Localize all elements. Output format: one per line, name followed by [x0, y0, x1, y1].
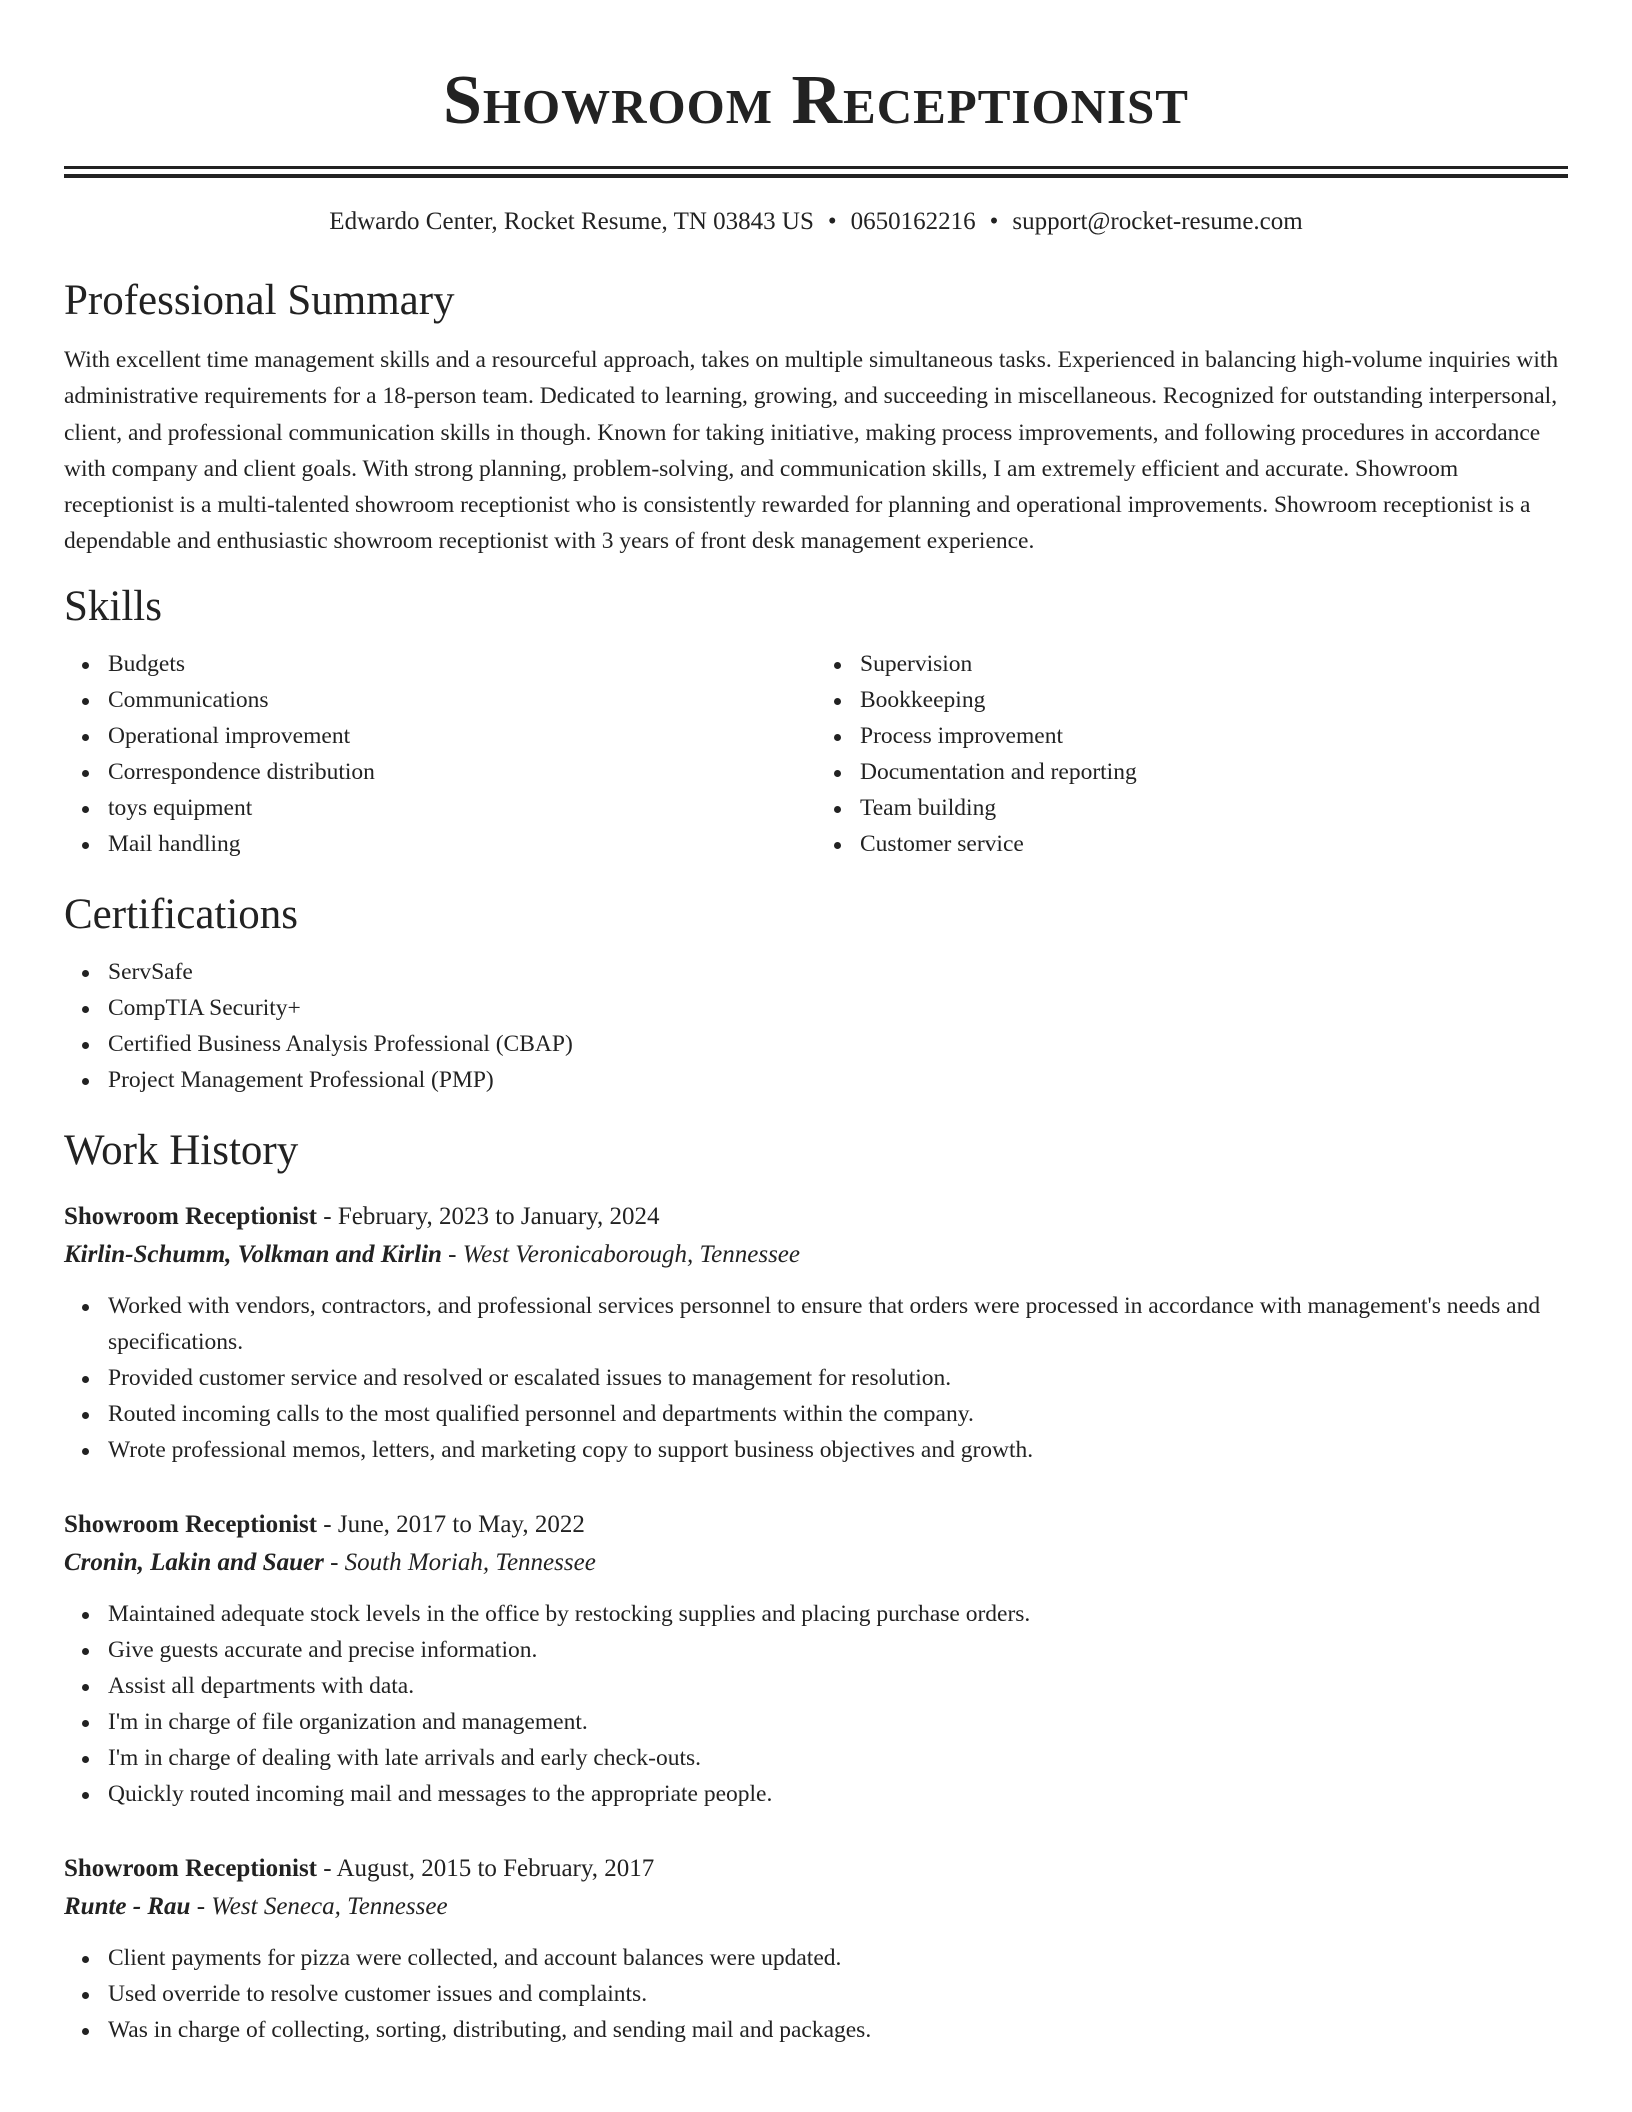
job-duty: Give guests accurate and precise information. — [108, 1632, 1568, 1668]
certification-item: ServSafe — [108, 954, 1568, 990]
skill-item: Documentation and reporting — [860, 754, 1568, 790]
skills-section — [64, 580, 1568, 862]
job-location: - South Moriah, Tennessee — [323, 1548, 596, 1576]
job-duties-list — [64, 1596, 1568, 1812]
skill-item: Correspondence distribution — [108, 754, 816, 790]
header-divider — [64, 166, 1568, 178]
skills-grid — [64, 646, 1568, 862]
job-dates: - February, 2023 to January, 2024 — [317, 1202, 660, 1230]
skill-item: Process improvement — [860, 718, 1568, 754]
skill-item: Supervision — [860, 646, 1568, 682]
skill-item: Customer service — [860, 826, 1568, 862]
summary-heading: Professional Summary — [64, 277, 455, 324]
certification-item: Project Management Professional (PMP) — [108, 1062, 1568, 1098]
contact-separator: • — [827, 208, 837, 235]
job-entry — [64, 1850, 1568, 2048]
skill-item: Communications — [108, 682, 816, 718]
job-location: - West Seneca, Tennessee — [190, 1892, 448, 1920]
contact-separator: • — [989, 208, 999, 235]
job-company: Runte - Rau — [64, 1892, 191, 1920]
skill-item: toys equipment — [108, 790, 816, 826]
skill-item: Budgets — [108, 646, 816, 682]
job-title-line — [64, 1850, 1568, 1888]
job-duties-list — [64, 1940, 1568, 2048]
skill-item: Mail handling — [108, 826, 816, 862]
page-title: Showroom Receptionist — [442, 62, 1189, 139]
certification-item: CompTIA Security+ — [108, 990, 1568, 1026]
job-duty: Wrote professional memos, letters, and marketing copy to support business objectives and growth. — [108, 1432, 1568, 1468]
job-duty: Maintained adequate stock levels in the office by restocking supplies and placing purchase orders. — [108, 1596, 1568, 1632]
skills-list-right — [816, 646, 1568, 862]
certification-item: Certified Business Analysis Professional (CBAP) — [108, 1026, 1568, 1062]
skill-item: Operational improvement — [108, 718, 816, 754]
skills-list-left — [64, 646, 816, 862]
contact-phone: 0650162216 — [850, 208, 976, 235]
contact-email: support@rocket-resume.com — [1012, 208, 1303, 235]
job-entry — [64, 1198, 1568, 1468]
job-title: Showroom Receptionist — [64, 1202, 318, 1230]
certifications-section — [64, 888, 1568, 1098]
job-company-line — [64, 1544, 1568, 1582]
certifications-list — [64, 954, 1568, 1098]
summary-section — [64, 274, 1568, 560]
work-history-heading: Work History — [64, 1126, 299, 1174]
job-duty: Routed incoming calls to the most qualified personnel and departments within the company. — [108, 1396, 1568, 1432]
job-dates: - June, 2017 to May, 2022 — [317, 1510, 585, 1538]
job-duty: I'm in charge of file organization and management. — [108, 1704, 1568, 1740]
job-duty: Quickly routed incoming mail and messages to the appropriate people. — [108, 1776, 1568, 1812]
work-history-section — [64, 1124, 1568, 2048]
job-duty: Worked with vendors, contractors, and professional services personnel to ensure that orders were processed in accordance with management's needs and specifications. — [108, 1288, 1568, 1360]
job-company: Cronin, Lakin and Sauer — [64, 1548, 324, 1576]
job-dates: - August, 2015 to February, 2017 — [317, 1854, 655, 1882]
skill-item: Bookkeeping — [860, 682, 1568, 718]
summary-text: With excellent time management skills and a resourceful approach, takes on multiple simultaneous tasks. Experienced in balancing high-volume inquiries with administrative requirements for a 18-person team. Dedicated to learning, growing, and succeeding in miscellaneous. Recognized for outstanding interpersonal, client, and professional communication skills in though. Known for taking initiative, making process improvements, and following procedures in accordance with company and client goals. With strong planning, problem-solving, and communication skills, I am extremely efficient and accurate. Showroom receptionist is a multi-talented showroom receptionist who is consistently rewarded for planning and operational improvements. Showroom receptionist is a dependable and enthusiastic showroom receptionist with 3 years of front desk management experience. — [64, 347, 1559, 555]
job-company-line — [64, 1236, 1568, 1274]
job-duty: Was in charge of collecting, sorting, distributing, and sending mail and packages. — [108, 2012, 1568, 2048]
job-company: Kirlin-Schumm, Volkman and Kirlin — [64, 1240, 442, 1268]
job-duty: Assist all departments with data. — [108, 1668, 1568, 1704]
skills-heading: Skills — [64, 582, 162, 630]
job-entry — [64, 1506, 1568, 1812]
skill-item: Team building — [860, 790, 1568, 826]
job-duty: I'm in charge of dealing with late arrivals and early check-outs. — [108, 1740, 1568, 1776]
contact-address: Edwardo Center, Rocket Resume, TN 03843 US — [329, 208, 814, 235]
job-duty: Provided customer service and resolved or escalated issues to management for resolution. — [108, 1360, 1568, 1396]
job-title-line — [64, 1198, 1568, 1236]
contact-line — [64, 204, 1568, 240]
job-location: - West Veronicaborough, Tennessee — [441, 1240, 800, 1268]
job-title-line — [64, 1506, 1568, 1544]
job-duty: Client payments for pizza were collected, and account balances were updated. — [108, 1940, 1568, 1976]
job-company-line — [64, 1888, 1568, 1926]
job-title: Showroom Receptionist — [64, 1854, 318, 1882]
job-title: Showroom Receptionist — [64, 1510, 318, 1538]
certifications-heading: Certifications — [64, 890, 299, 938]
resume-page — [64, 0, 1568, 2048]
job-duty: Used override to resolve customer issues and complaints. — [108, 1976, 1568, 2012]
job-duties-list — [64, 1288, 1568, 1468]
